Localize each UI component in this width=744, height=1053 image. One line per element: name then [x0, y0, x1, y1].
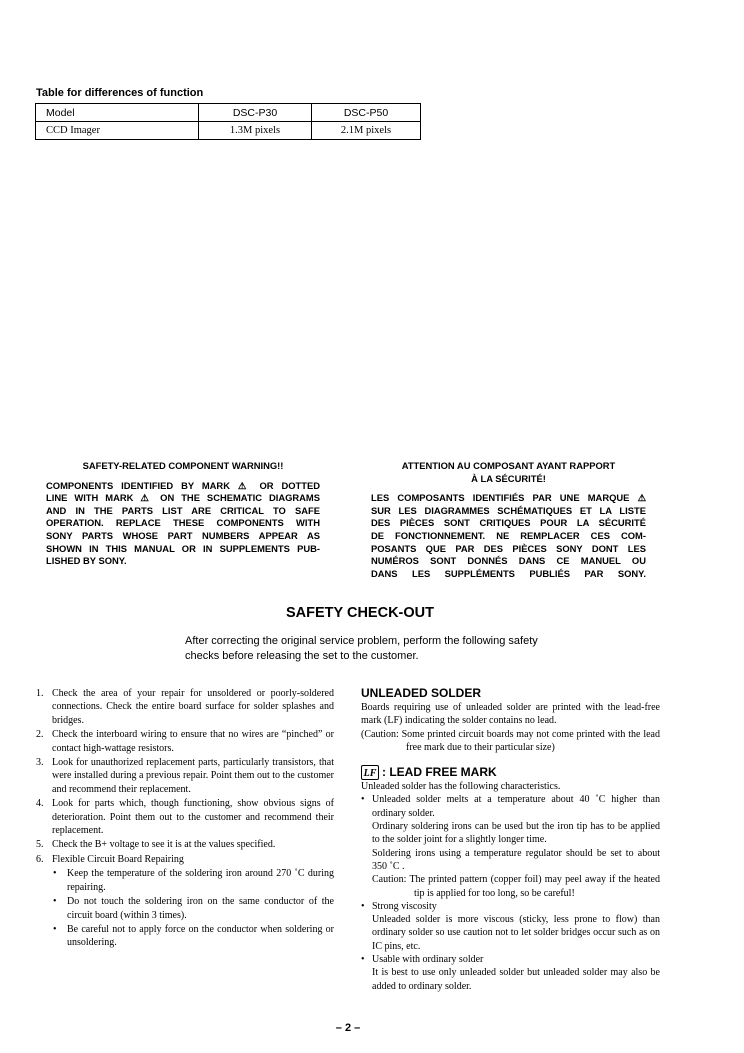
- item-text: Check the B+ voltage to see it is at the values specified.: [52, 839, 276, 851]
- warning-line: COMPONENTS IDENTIFIED BY MARK ⚠ OR DOTTED: [46, 479, 320, 491]
- warning-body: [46, 480, 320, 568]
- unleaded-solder-heading: UNLEADED SOLDER: [361, 686, 482, 700]
- warning-line: DE FONCTIONNEMENT. NE REMPLACER CES COM-: [371, 529, 646, 541]
- checklist-item: [36, 756, 334, 796]
- item-text: Check the interboard wiring to ensure that no wires are “pinched” or contact high-wattage resistors.: [52, 729, 334, 754]
- item-number: 3.: [36, 757, 44, 769]
- warning-line: NUMÉROS SONT DONNÉS DANS CE MANUEL OU: [371, 555, 646, 567]
- characteristic-title: Strong viscosity: [372, 900, 437, 912]
- lead-free-intro: Unleaded solder has the following characteristics.: [361, 781, 561, 793]
- unleaded-solder-caution: (Caution: Some printed circuit boards may not come printed with the lead free mark due to their particular size): [361, 728, 660, 753]
- warning-line: LINE WITH MARK ⚠ ON THE SCHEMATIC DIAGRAMS: [46, 492, 320, 504]
- unleaded-solder-text: Boards requiring use of unleaded solder are printed with the lead-free mark (LF) indicating the solder contains no lead.: [361, 702, 660, 727]
- solder-info-column: [361, 685, 660, 993]
- flex-board-bullet: [36, 867, 334, 894]
- warning-line: DANS LES SUPPLÉMENTS PUBLIÉS PAR SONY.: [371, 567, 646, 579]
- lead-free-heading: [361, 764, 660, 780]
- characteristic-text: Unleaded solder melts at a temperature about 40 ˚C higher than ordinary solder.: [372, 794, 660, 819]
- warning-title: SAFETY-RELATED COMPONENT WARNING!!: [82, 460, 284, 471]
- characteristic-item: [361, 793, 660, 899]
- table-cell: 1.3M pixels: [199, 122, 312, 140]
- characteristic-item: [361, 900, 660, 953]
- item-number: 4.: [36, 798, 44, 810]
- warning-title-line: ATTENTION AU COMPOSANT AYANT RAPPORT: [401, 460, 616, 471]
- bullet-icon: •: [361, 794, 365, 806]
- warning-line: AND IN THE PARTS LIST ARE CRITICAL TO SAFE: [46, 504, 320, 516]
- table-row: [36, 122, 421, 140]
- table-cell: CCD Imager: [36, 122, 199, 140]
- warning-line: SUR LES DIAGRAMMES SCHÉMATIQUES ET LA LISTE: [371, 504, 646, 516]
- page-number: – 2 –: [335, 1022, 361, 1034]
- checklist-item: [36, 797, 334, 837]
- characteristic-caution: Caution: The printed pattern (copper foil) may peel away if the heated tip is applied for too long, so be careful!: [372, 874, 660, 899]
- warning-line: DES PIÈCES SONT CRITIQUES POUR LA SÉCURITÉ: [371, 517, 646, 529]
- characteristic-title: Usable with ordinary solder: [372, 954, 484, 966]
- table-header-cell: Model: [36, 104, 199, 122]
- bullet-text: Do not touch the soldering iron on the same conductor of the circuit board (within 3 times).: [67, 896, 334, 921]
- bullet-icon: •: [361, 900, 365, 912]
- differences-table: [35, 103, 421, 140]
- safety-checklist: [36, 687, 334, 950]
- safety-warning-french: [371, 460, 646, 580]
- bullet-icon: •: [53, 923, 57, 935]
- table-header-row: [36, 104, 421, 122]
- item-number: 6.: [36, 853, 44, 865]
- item-number: 2.: [36, 729, 44, 741]
- item-number: 1.: [36, 688, 44, 699]
- item-number: 5.: [36, 839, 44, 851]
- warning-line: LISHED BY SONY.: [46, 555, 127, 567]
- lead-free-mark-icon: LF: [361, 765, 379, 780]
- warning-body: [371, 492, 646, 580]
- item-text: Flexible Circuit Board Repairing: [52, 853, 184, 865]
- lead-free-heading-text: : LEAD FREE MARK: [382, 765, 497, 780]
- table-cell: 2.1M pixels: [312, 122, 421, 140]
- warning-title: [371, 460, 646, 485]
- table-header-cell: DSC-P50: [312, 104, 421, 122]
- warning-line: LES COMPOSANTS IDENTIFIÉS PAR UNE MARQUE ⚠: [371, 492, 646, 504]
- bullet-icon: •: [361, 954, 365, 966]
- characteristic-note: Ordinary soldering irons can be used but the iron tip has to be applied to the solder joint for a slightly longer time.: [372, 821, 660, 846]
- item-text: Check the area of your repair for unsoldered or poorly-soldered connections. Check the entire board surface for solder splashes and bridges.: [52, 688, 334, 726]
- item-text: Look for parts which, though functioning, show obvious signs of deterioration. Point them out to the customer and recommend their replacement.: [52, 798, 334, 837]
- bullet-icon: •: [53, 896, 57, 908]
- bullet-icon: •: [53, 868, 57, 880]
- warning-title-line: À LA SÉCURITÉ!: [471, 472, 546, 484]
- checklist-item: [36, 687, 334, 727]
- safety-warning-english: [46, 460, 320, 568]
- characteristic-text: It is best to use only unleaded solder but unleaded solder may also be added to ordinary solder.: [372, 967, 660, 992]
- warning-line: POSANTS QUE PAR DES PIÈCES SONY DONT LES: [371, 542, 646, 554]
- characteristic-item: [361, 953, 660, 993]
- flex-board-bullet: [36, 923, 334, 950]
- checklist-item: [36, 728, 334, 755]
- flex-board-bullet: [36, 895, 334, 922]
- checklist-item: [36, 838, 334, 851]
- table-caption: Table for differences of function: [36, 87, 204, 99]
- safety-checkout-title: SAFETY CHECK-OUT: [286, 605, 434, 621]
- characteristic-text: Unleaded solder is more viscous (sticky, less prone to flow) than ordinary solder so use caution not to let solder bridges occur such as on IC pins, etc.: [372, 914, 660, 952]
- warning-line: SHOWN IN THIS MANUAL OR IN SUPPLEMENTS PUB-: [46, 542, 320, 554]
- table-header-cell: DSC-P30: [199, 104, 312, 122]
- warning-line: OPERATION. REPLACE THESE COMPONENTS WITH: [46, 517, 320, 529]
- warning-line: SONY PARTS WHOSE PART NUMBERS APPEAR AS: [46, 529, 320, 541]
- checklist-item: [36, 853, 334, 866]
- item-text: Look for unauthorized replacement parts, particularly transistors, that were installed during a previous repair. Point them out to the customer and recommend their replacement.: [52, 757, 334, 795]
- safety-checkout-intro: After correcting the original service problem, perform the following safety checks before releasing the set to the customer.: [185, 635, 538, 662]
- characteristic-note: Soldering irons using a temperature regulator should be set to about 350 ˚C .: [372, 847, 660, 872]
- bullet-text: Keep the temperature of the soldering iron around 270 ˚C during repairing.: [67, 868, 334, 893]
- bullet-text: Be careful not to apply force on the conductor when soldering or unsoldering.: [67, 923, 334, 949]
